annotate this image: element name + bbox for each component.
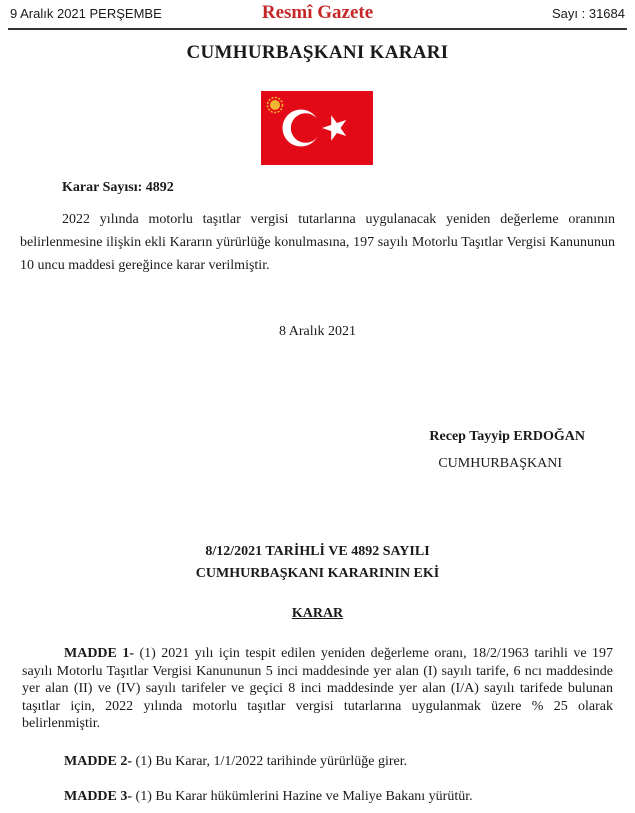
- seal-icon: [266, 96, 284, 114]
- signatory-name: Recep Tayyip ERDOĞAN: [429, 429, 585, 444]
- page-title: CUMHURBAŞKANI KARARI: [186, 42, 449, 63]
- article-1: [22, 645, 613, 733]
- gazette-name: Resmî Gazete: [261, 2, 374, 23]
- article-3-text: (1) Bu Karar hükümlerini Hazine ve Maliye Bakanı yürütür.: [132, 789, 473, 804]
- article-2-text: (1) Bu Karar, 1/1/2022 tarihinde yürürlüğe girer.: [132, 754, 408, 769]
- annex-title-line1: 8/12/2021 TARİHLİ VE 4892 SAYILI: [205, 544, 430, 559]
- article-2: [64, 754, 624, 770]
- signatory-title: CUMHURBAŞKANI: [438, 456, 562, 471]
- decision-date: 8 Aralık 2021: [279, 324, 356, 339]
- annex-heading: KARAR: [291, 606, 344, 621]
- article-2-label: MADDE 2-: [64, 754, 133, 769]
- decision-number: Karar Sayısı: 4892: [62, 180, 174, 195]
- annex-title-line2: CUMHURBAŞKANI KARARININ EKİ: [195, 566, 440, 581]
- article-1-label: MADDE 1-: [64, 646, 135, 661]
- flag-crescent-inner: [291, 113, 321, 143]
- article-1-text: (1) 2021 yılı için tespit edilen yeniden değerleme oranı, 18/2/1963 tarihli ve 197 sayılı Motorlu Taşıtlar Vergisi Kanununun 5 inci maddesinde yer alan (I) sayılı tarife, 6 ncı maddesinde yer alan (II) ve (IV) sayılı tarifeler ve geçici 8 inci maddesinde yer alan (I/A) sayılı tarifede bulunan taşıtlar için, 2022 yılında motorlu taşıtlar vergisi tutarlarına uygulanmak üzere % 25 olarak belirlenmiştir.: [22, 646, 614, 732]
- intro-paragraph: 2022 yılında motorlu taşıtlar vergisi tutarlarına uygulanacak yeniden değerleme oranının belirlenmesine ilişkin ekli Kararın yürürlüğe konulmasına, 197 sayılı Motorlu Taşıtlar Vergisi Kanununun 10 uncu maddesi gereğince karar verilmiştir.: [20, 212, 615, 273]
- article-3-label: MADDE 3-: [64, 789, 133, 804]
- issue-number: Sayı : 31684: [552, 6, 625, 21]
- article-3: [64, 789, 624, 805]
- header-divider: [8, 28, 627, 30]
- header-date: 9 Aralık 2021 PERŞEMBE: [10, 6, 162, 21]
